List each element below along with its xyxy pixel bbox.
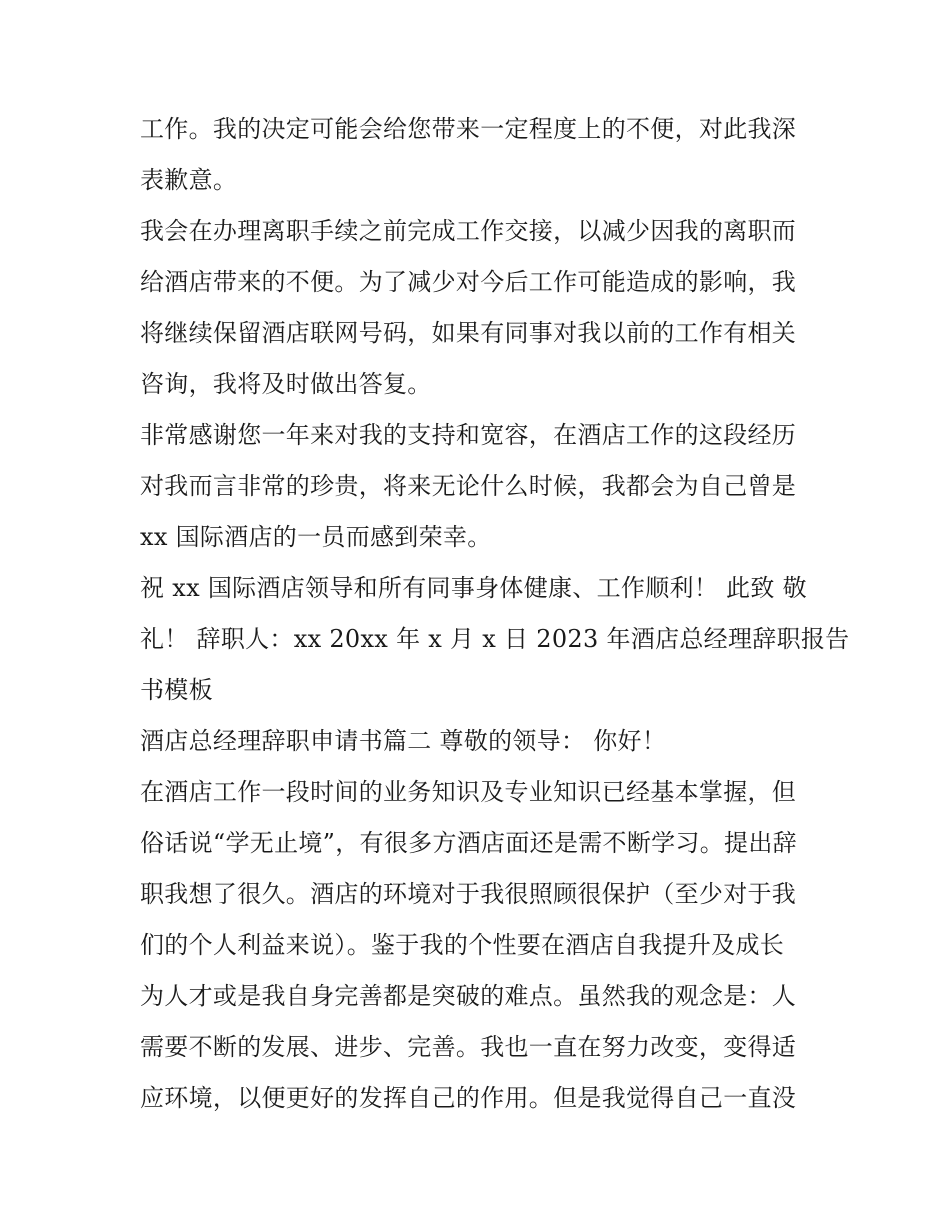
text-line: 对我而言非常的珍贵，将来无论什么时候，我都会为自己曾是 (140, 472, 797, 500)
text-line: 咨询，我将及时做出答复。 (140, 370, 432, 398)
text-line: 俗话说“学无止境”，有很多方酒店面还是需不断学习。提出辞 (140, 829, 797, 857)
text-line: 为人才或是我自身完善都是突破的难点。虽然我的观念是：人 (140, 982, 797, 1010)
text-line: 礼！ 辞职人：xx 20xx 年 x 月 x 日 2023 年酒店总经理辞职报告 (140, 625, 850, 653)
text-line: 工作。我的决定可能会给您带来一定程度上的不便，对此我深 (140, 115, 797, 143)
text-line: 应环境，以便更好的发挥自己的作用。但是我觉得自己一直没 (140, 1084, 797, 1112)
text-line: 书模板 (140, 676, 213, 704)
text-line: 在酒店工作一段时间的业务知识及专业知识已经基本掌握，但 (140, 778, 797, 806)
text-line: 表歉意。 (140, 166, 238, 194)
text-line: 职我想了很久。酒店的环境对于我很照顾很保护（至少对于我 (140, 880, 797, 908)
section-heading-line: 酒店总经理辞职申请书篇二 尊敬的领导： 你好！ (140, 727, 667, 755)
text-line: xx 国际酒店的一员而感到荣幸。 (140, 523, 492, 551)
text-line: 们的个人利益来说）。鉴于我的个性要在酒店自我提升及成长 (140, 931, 785, 959)
text-line: 给酒店带来的不便。为了减少对今后工作可能造成的影响，我 (140, 268, 797, 296)
text-line: 将继续保留酒店联网号码，如果有同事对我以前的工作有相关 (140, 319, 797, 347)
document-body (140, 104, 850, 1124)
text-line: 我会在办理离职手续之前完成工作交接，以减少因我的离职而 (140, 217, 797, 245)
text-line: 需要不断的发展、进步、完善。我也一直在努力改变，变得适 (140, 1033, 797, 1061)
text-line: 祝 xx 国际酒店领导和所有同事身体健康、工作顺利！ 此致 敬 (140, 574, 807, 602)
text-line: 非常感谢您一年来对我的支持和宽容，在酒店工作的这段经历 (140, 421, 797, 449)
